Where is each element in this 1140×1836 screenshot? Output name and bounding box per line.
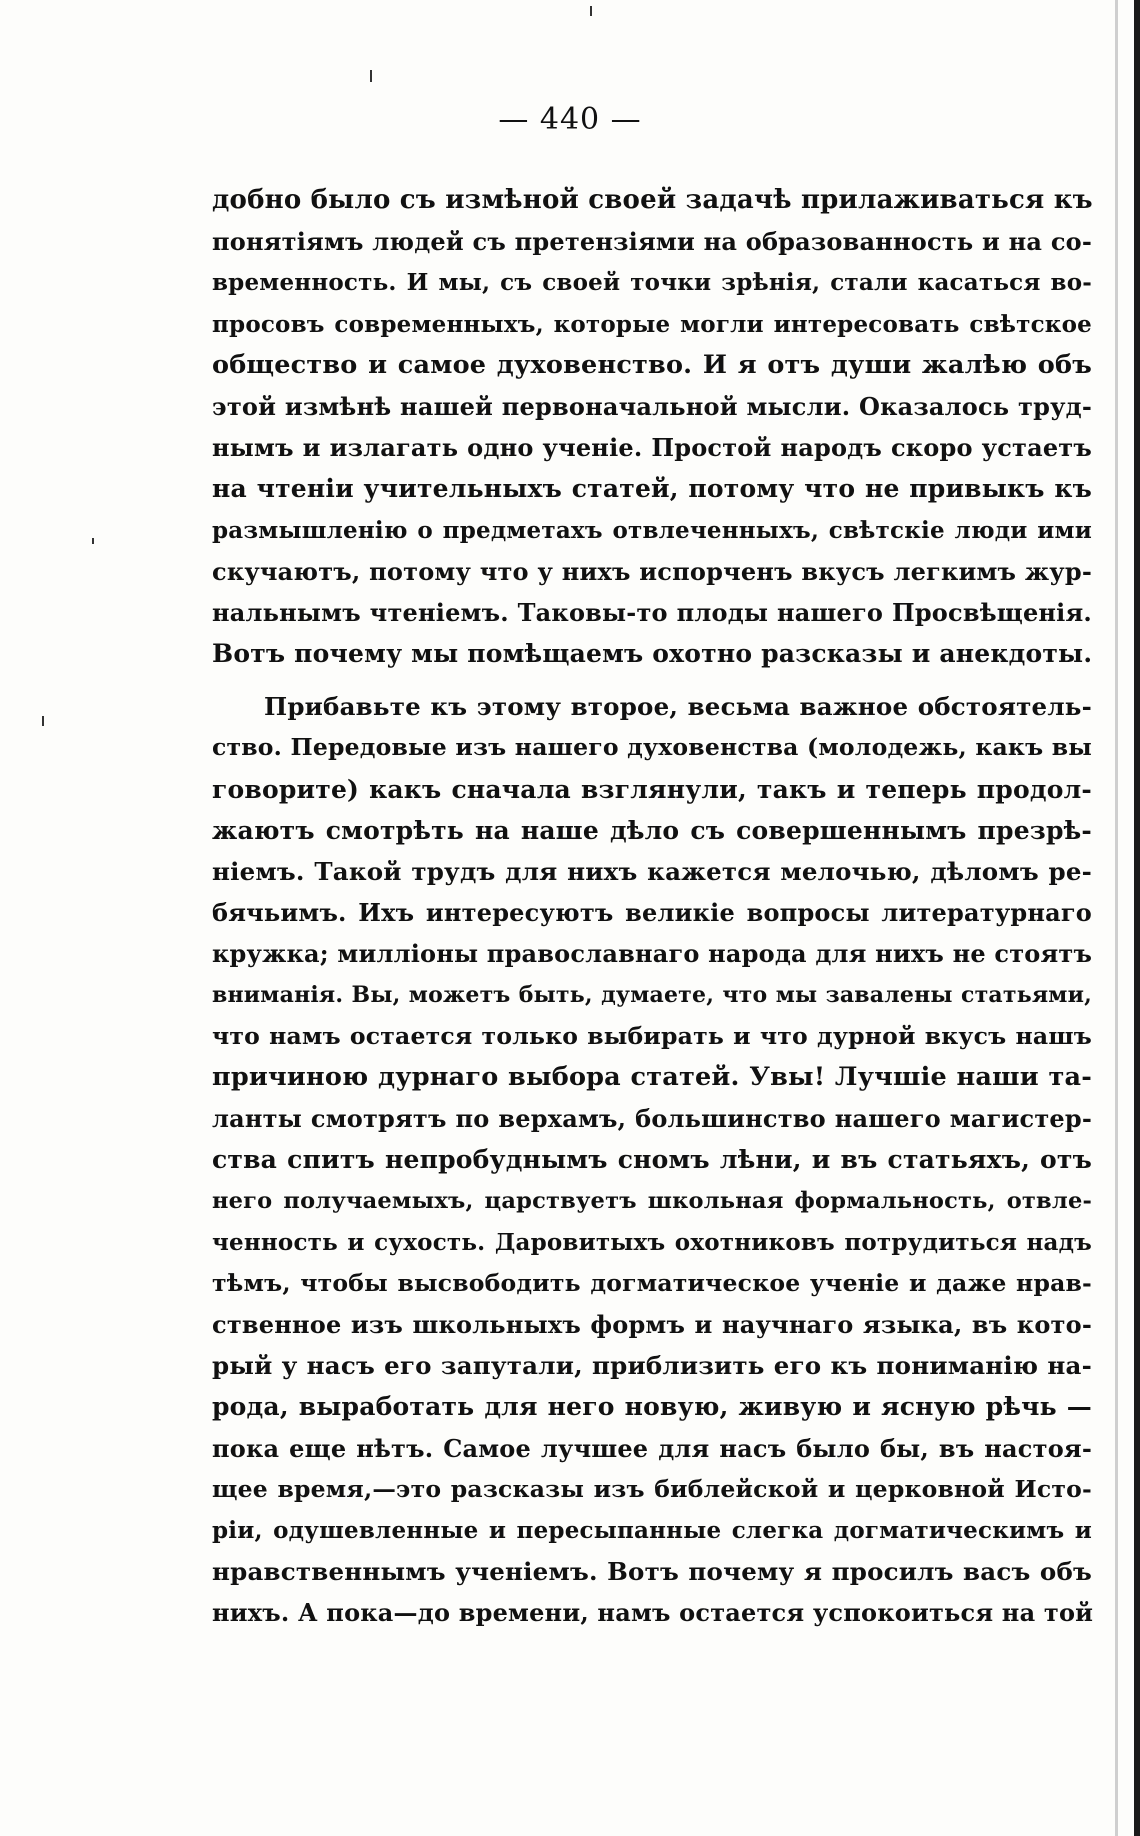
- text-line: на чтеніи учительныхъ статей, потому что не привыкъ къ: [212, 474, 1092, 504]
- paragraph-gap: [212, 674, 1092, 686]
- body-text: [212, 180, 1092, 1634]
- text-line: ланты смотрятъ по верхамъ, большинство нашего магистер-: [212, 1104, 1092, 1134]
- text-line: что намъ остается только выбирать и что дурной вкусъ нашъ: [212, 1021, 1092, 1050]
- text-line: ство. Передовые изъ нашего духовенства (молодежь, какъ вы: [212, 733, 1092, 762]
- paragraph-1: [212, 180, 1092, 674]
- text-line: бячьимъ. Ихъ интересуютъ великіе вопросы литературнаго: [212, 898, 1092, 928]
- text-line: него получаемыхъ, царствуетъ школьная формальность, отвле-: [212, 1187, 1092, 1214]
- text-line: рый у насъ его запутали, приблизить его къ пониманію на-: [212, 1351, 1092, 1381]
- scan-speck: [92, 538, 94, 544]
- text-line: Вотъ почему мы помѣщаемъ охотно разсказы и анекдоты.: [212, 639, 1093, 669]
- text-line: говорите) какъ сначала взглянули, такъ и теперь продол-: [212, 774, 1092, 804]
- text-line: причиною дурнаго выбора статей. Увы! Лучшіе наши та-: [212, 1061, 1092, 1092]
- text-line: нихъ. А пока—до времени, намъ остается успокоиться на той: [212, 1598, 1094, 1628]
- text-line: скучаютъ, потому что у нихъ испорченъ вкусъ легкимъ жур-: [212, 556, 1092, 586]
- scan-speck: [42, 716, 44, 726]
- text-line: добно было съ измѣной своей задачѣ прилаживаться къ: [212, 185, 1093, 215]
- text-line: этой измѣнѣ нашей первоначальной мысли. Оказалось труд-: [212, 391, 1092, 421]
- scan-speck: [590, 6, 592, 16]
- text-line: нравственнымъ ученіемъ. Вотъ почему я просилъ васъ объ: [212, 1557, 1092, 1587]
- text-line: ственное изъ школьныхъ формъ и научнаго языка, въ кото-: [212, 1310, 1092, 1340]
- page-number: — 440 —: [498, 102, 642, 137]
- text-line: жаютъ смотрѣть на наше дѣло съ совершеннымъ презрѣ-: [212, 815, 1092, 845]
- text-line: пока еще нѣтъ. Самое лучшее для насъ было бы, въ настоя-: [212, 1433, 1092, 1463]
- text-line: ріи, одушевленные и пересыпанные слегка догматическимъ и: [212, 1517, 1092, 1544]
- text-line: кружка; милліоны православнаго народа для нихъ не стоятъ: [212, 939, 1093, 969]
- text-line: временность. И мы, съ своей точки зрѣнія, стали касаться во-: [212, 269, 1092, 297]
- text-line: тѣмъ, чтобы высвободить догматическое ученіе и даже нрав-: [212, 1268, 1092, 1297]
- page-edge-shadow: [1134, 0, 1140, 1836]
- text-line: ніемъ. Такой трудъ для нихъ кажется мелочью, дѣломъ ре-: [212, 857, 1092, 886]
- page-edge-line: [1115, 0, 1118, 1836]
- text-line: ства спитъ непробуднымъ сномъ лѣни, и въ статьяхъ, отъ: [212, 1145, 1092, 1175]
- text-line: ченность и сухость. Даровитыхъ охотниковъ потрудиться надъ: [212, 1228, 1092, 1256]
- text-line: общество и самое духовенство. И я отъ души жалѣю объ: [212, 349, 1092, 380]
- text-line: нымъ и излагать одно ученіе. Простой народъ скоро устаетъ: [212, 433, 1092, 463]
- text-line: вниманія. Вы, можетъ быть, думаете, что мы завалены статьями,: [212, 981, 1092, 1008]
- scan-speck: [370, 70, 372, 82]
- text-line: понятіямъ людей съ претензіями на образованность и на со-: [212, 227, 1092, 257]
- text-line: просовъ современныхъ, которые могли интересовать свѣтское: [212, 310, 1092, 338]
- text-line: рода, выработать для него новую, живую и ясную рѣчь —: [212, 1392, 1092, 1422]
- text-line: Прибавьте къ этому второе, весьма важное обстоятель-: [264, 692, 1092, 722]
- text-line: размышленію о предметахъ отвлеченныхъ, свѣтскіе люди ими: [212, 516, 1092, 544]
- text-line: щее время,—это разсказы изъ библейской и церковной Исто-: [212, 1474, 1092, 1503]
- text-line: нальнымъ чтеніемъ. Таковы-то плоды нашего Просвѣщенія.: [212, 597, 1092, 627]
- paragraph-2: [212, 686, 1092, 1633]
